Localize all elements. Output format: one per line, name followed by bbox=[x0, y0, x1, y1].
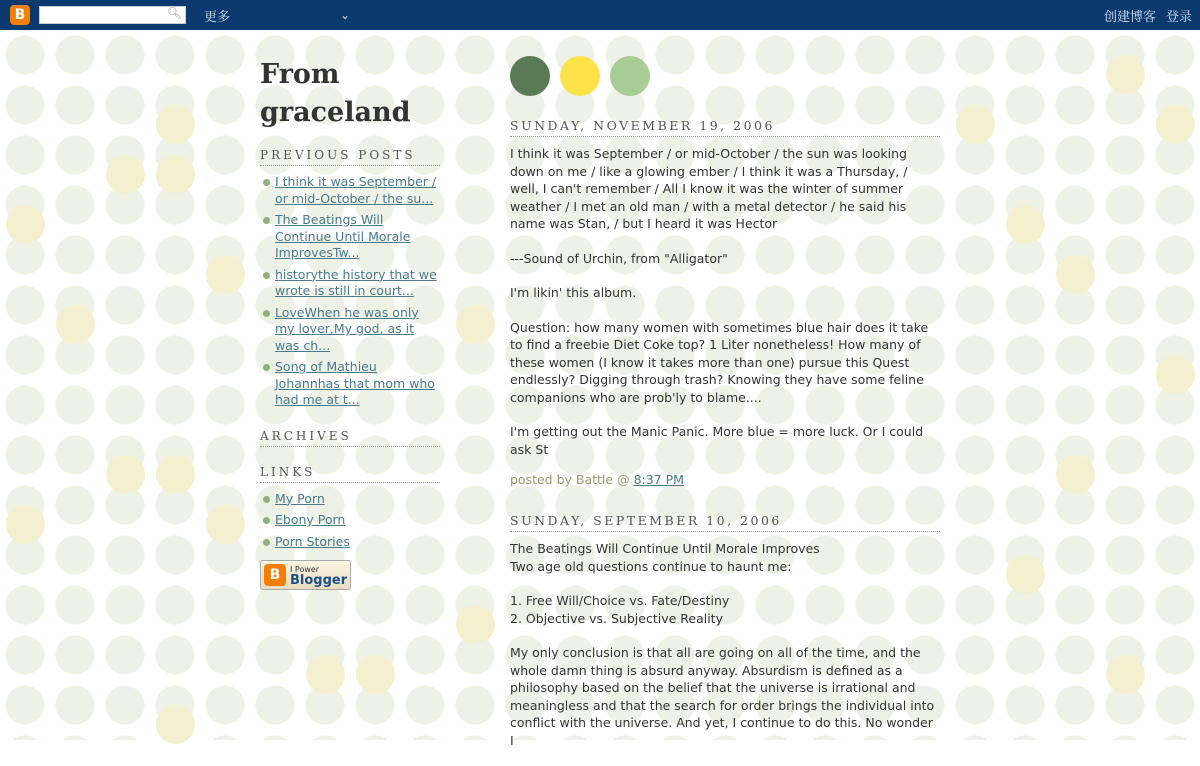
list-item bbox=[260, 534, 440, 551]
links-heading: LINKS bbox=[260, 465, 440, 483]
post-title-line: The Beatings Will Continue Until Morale Improves bbox=[510, 541, 820, 556]
bg-dot bbox=[6, 205, 45, 244]
archives-heading: ARCHIVES bbox=[260, 429, 440, 447]
list-item bbox=[260, 512, 440, 529]
bg-dot bbox=[956, 105, 995, 144]
link-ebony-porn[interactable]: Ebony Porn bbox=[275, 512, 346, 527]
posted-by: posted by Battle @ bbox=[510, 472, 630, 487]
post-paragraph: Question: how many women with sometimes blue hair does it take to find a freebie Diet Coke top? 1 Liter nonetheless! How many of these women (I know it takes more than one) pursue this Quest endlessly? Digging through trash? Knowing they have some feline companions who are prob'ly to blame.... bbox=[510, 319, 929, 405]
bg-dot bbox=[206, 255, 245, 294]
bg-dot bbox=[1106, 55, 1145, 94]
bg-dot bbox=[1106, 655, 1145, 694]
previous-post-link[interactable]: LoveWhen he was only my lover,My god, as it was ch... bbox=[275, 304, 419, 353]
post-paragraph: I think it was September / or mid-October / the sun was looking down on me / like a glowing ember / I think it was a Thursday, / well, I can't remember / All I know it was the winter of summer weather / I met an old man / with a metal detector / he said his name was Stan, / but I heard it was Hector bbox=[510, 146, 908, 231]
header-dots bbox=[510, 56, 940, 96]
bg-dot bbox=[1006, 555, 1045, 594]
post-list-item: 1. Free Will/Choice vs. Fate/Destiny bbox=[510, 593, 730, 608]
list-item bbox=[260, 491, 440, 508]
more-menu[interactable]: 更多 bbox=[204, 9, 231, 25]
bg-dot bbox=[106, 455, 145, 494]
blog-title[interactable]: From graceland bbox=[260, 59, 411, 128]
previous-post-link[interactable]: Song of Mathieu Johannhas that mom who had me at t... bbox=[275, 359, 435, 407]
chevron-down-icon[interactable]: ⌄ bbox=[340, 8, 351, 22]
blogger-logo-icon: B bbox=[264, 564, 286, 586]
bg-dot bbox=[1056, 255, 1095, 294]
bg-dot bbox=[456, 605, 495, 644]
post-paragraph bbox=[510, 540, 940, 575]
post-list-item: 2. Objective vs. Subjective Reality bbox=[510, 610, 723, 626]
list-item bbox=[260, 267, 440, 300]
post-time-link[interactable]: 8:37 PM bbox=[633, 472, 684, 487]
main-content bbox=[510, 56, 940, 766]
previous-post-link[interactable]: historythe history that we wrote is still in court... bbox=[275, 266, 437, 298]
login-link[interactable]: 登录 bbox=[1165, 9, 1192, 25]
bg-dot bbox=[106, 155, 145, 194]
link-my-porn[interactable]: My Porn bbox=[275, 490, 325, 506]
post bbox=[510, 145, 940, 487]
list-item bbox=[260, 305, 440, 355]
bg-dot bbox=[56, 305, 95, 344]
post-paragraph: I'm likin' this album. bbox=[510, 285, 637, 300]
header-dot-green-light bbox=[610, 56, 650, 96]
post-paragraph: I'm getting out the Manic Panic. More blue = more luck. Or I could ask St bbox=[510, 424, 924, 457]
powered-by-blogger-badge[interactable] bbox=[260, 560, 351, 590]
bg-dot bbox=[1006, 205, 1045, 244]
link-porn-stories[interactable]: Porn Stories bbox=[275, 533, 350, 549]
bg-dot bbox=[156, 155, 195, 194]
bg-dot bbox=[1156, 355, 1195, 394]
bg-dot bbox=[156, 105, 195, 144]
post-intro: Two age old questions continue to haunt me: bbox=[510, 558, 792, 574]
search-input[interactable] bbox=[39, 6, 186, 24]
bg-dot bbox=[1156, 105, 1195, 144]
previous-post-link[interactable]: I think it was September / or mid-October / the su... bbox=[275, 174, 437, 206]
sidebar bbox=[260, 56, 440, 590]
links-list bbox=[260, 491, 440, 551]
bg-dot bbox=[6, 505, 45, 544]
list-item bbox=[260, 359, 440, 409]
blogger-navbar bbox=[0, 0, 1200, 30]
create-blog-link[interactable]: 创建博客 bbox=[1103, 9, 1156, 25]
header-dot-green-dark bbox=[510, 56, 550, 96]
header-dot-yellow bbox=[560, 56, 600, 96]
post-paragraph bbox=[510, 592, 940, 627]
bg-dot bbox=[206, 505, 245, 544]
bg-dot bbox=[156, 705, 195, 744]
previous-posts-list bbox=[260, 174, 440, 409]
post-paragraph: My only conclusion is that all are going on all of the time, and the whole damn thing is absurd anyway. Absurdism is defined as a philosophy based on the belief that the universe is irrational and meaningless and that the search for order brings the individual into conflict with the universe. And yet, I continue to do this. No wonder I bbox=[510, 645, 935, 748]
bg-dot bbox=[456, 305, 495, 344]
post-footer bbox=[510, 472, 940, 487]
previous-posts-heading: PREVIOUS POSTS bbox=[260, 148, 440, 166]
post-date: SUNDAY, NOVEMBER 19, 2006 bbox=[510, 118, 940, 137]
search-icon[interactable]: 🔍︎ bbox=[166, 6, 182, 20]
list-item bbox=[260, 174, 440, 207]
post-date: SUNDAY, SEPTEMBER 10, 2006 bbox=[510, 513, 940, 532]
previous-post-link[interactable]: The Beatings Will Continue Until Morale ImprovesTw... bbox=[275, 212, 411, 260]
bg-dot bbox=[156, 455, 195, 494]
post bbox=[510, 540, 940, 749]
post-paragraph: ---Sound of Urchin, from "Alligator" bbox=[510, 250, 728, 266]
badge-small-text: I Power bbox=[290, 565, 320, 574]
bg-dot bbox=[1056, 455, 1095, 494]
blogger-logo-icon[interactable]: B bbox=[10, 5, 30, 25]
bg-dot bbox=[306, 655, 345, 694]
bg-dot bbox=[356, 655, 395, 694]
list-item bbox=[260, 212, 440, 262]
badge-big-text: Blogger bbox=[290, 573, 348, 588]
